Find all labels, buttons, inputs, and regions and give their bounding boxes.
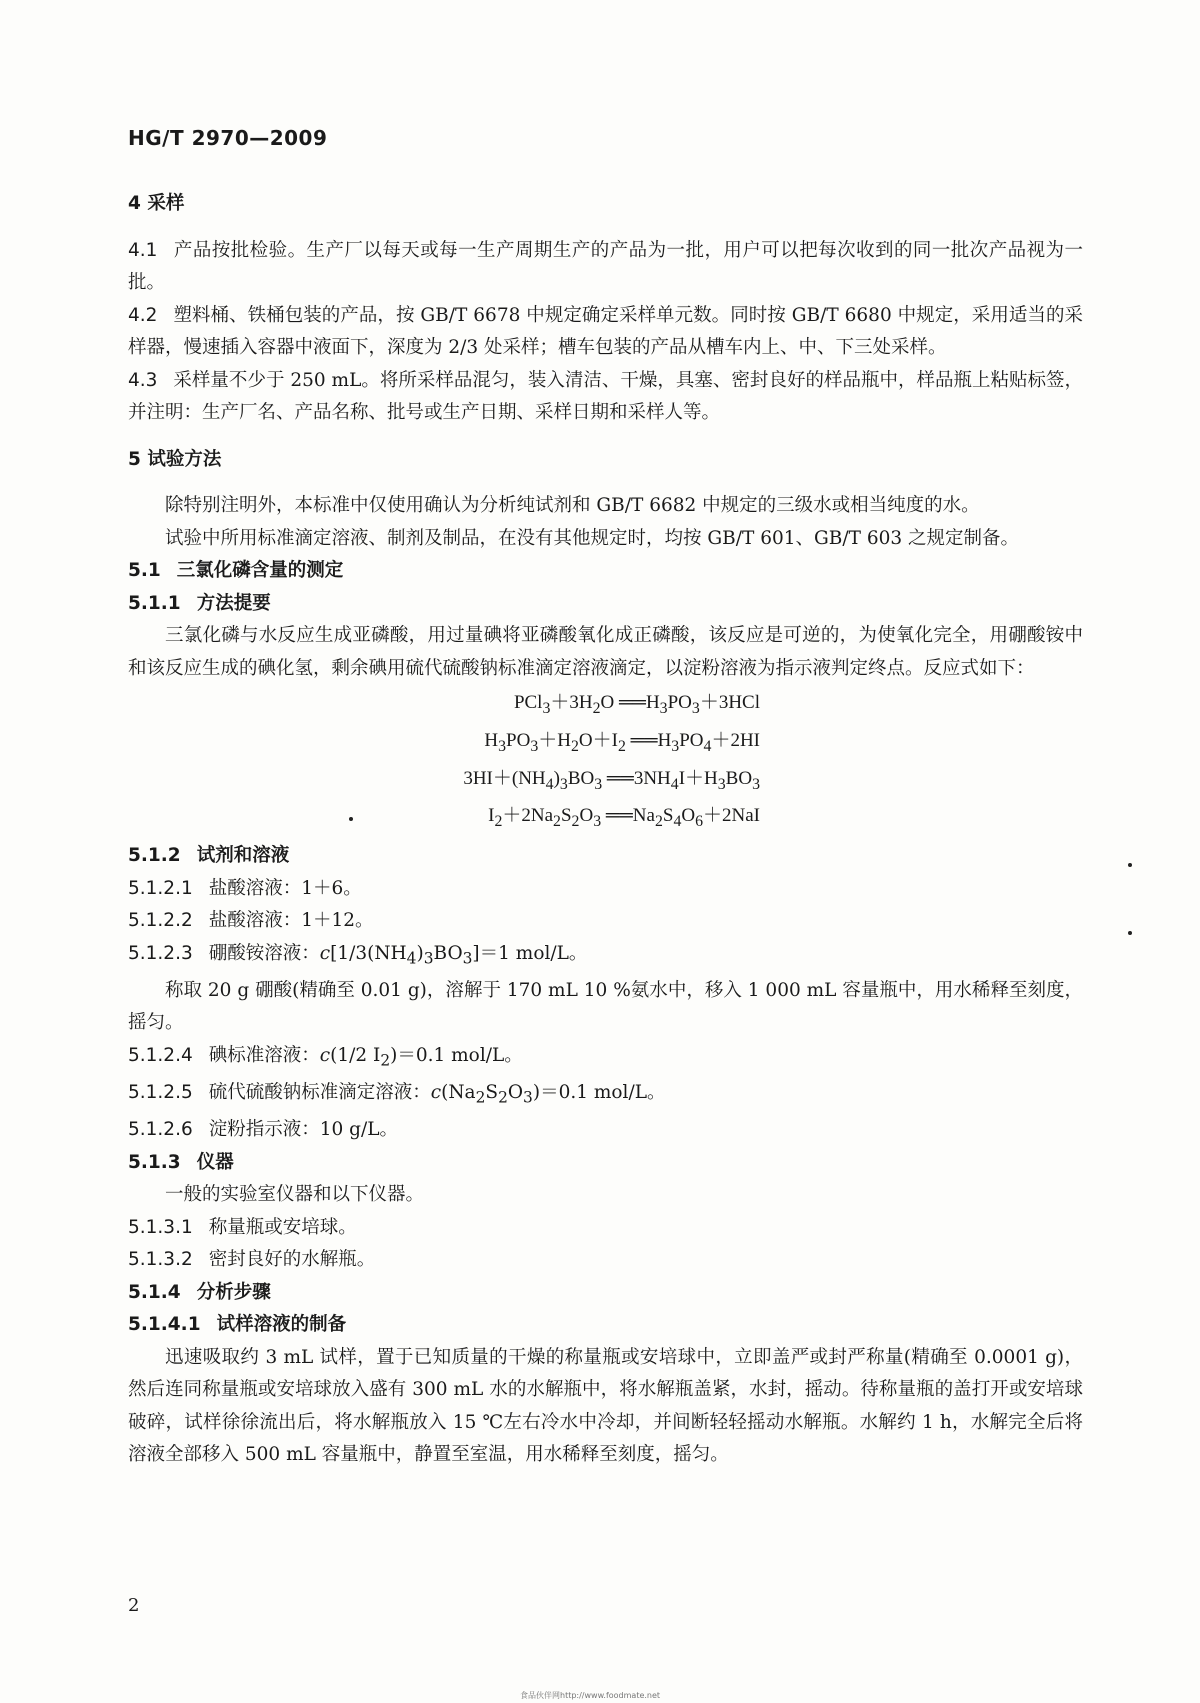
method-summary: 三氯化磷与水反应生成亚磷酸，用过量碘将亚磷酸氧化成正磷酸，该反应是可逆的，为使氧化完全，用硼酸铵中和该反应生成的碘化氢，剩余碘用硫代硫酸钠标准滴定溶液滴定，以淀粉溶液为指示液判定终点。反应式如下： [128, 625, 1083, 679]
scan-speck [1128, 863, 1132, 867]
clause-5-1-1-heading: 5.1.1 方法提要 [128, 592, 271, 614]
clause-5-1-3-1: 5.1.3.1 称量瓶或安培球。 [128, 1216, 357, 1238]
section-5-intro-1: 除特别注明外，本标准中仅使用确认为分析纯试剂和 GB/T 6682 中规定的三级水或相当纯度的水。 [165, 495, 980, 516]
clause-5-1-heading: 5.1 三氯化磷含量的测定 [128, 560, 344, 581]
clause-4-1: 4.1 产品按批检验。生产厂以每天或每一生产周期生产的产品为一批，用户可以把每次收到的同一批次产品视为一批。 [128, 239, 1083, 293]
clause-5-1-2-6: 5.1.2.6 淀粉指示液：10 g/L。 [128, 1119, 399, 1141]
reaction-equations [128, 687, 1083, 838]
section-5-title: 5 试验方法 [128, 448, 222, 470]
clause-5-1-4-heading: 5.1.4 分析步骤 [128, 1281, 271, 1303]
equation-4: $I_2+2Na_2S_2O_3$ $══Na_2S_4O_6+2NaI$ [488, 805, 760, 831]
section-5-intro-2: 试验中所用标准滴定溶液、制剂及制品，在没有其他规定时，均按 GB/T 601、GB/T 603 之规定制备。 [165, 527, 1020, 549]
page-number: 2 [128, 1595, 140, 1616]
sample-preparation-text: 迅速吸取约 3 mL 试样，置于已知质量的干燥的称量瓶或安培球中，立即盖严或封严称量(精确至 0.0001 g)，然后连同称量瓶或安培球放入盛有 300 mL 水的水解瓶中，将水解瓶盖紧，水封，摇动。待称量瓶的盖打开或安培球破碎，试样徐徐流出后，将水解瓶放入 15 ℃左右冷水中冷却，并间断轻轻摇动水解瓶。水解约 1 h，水解完全后将溶液全部移入 500 mL 容量瓶中，静置至室温，用水稀释至刻度，摇匀。 [128, 1346, 1083, 1466]
scan-speck [349, 817, 353, 821]
instruments-intro: 一般的实验室仪器和以下仪器。 [165, 1184, 425, 1206]
clause-5-1-2-5: 5.1.2.5 硫代硫酸钠标准滴定溶液：$c(Na_2S_2O_3)=0.1$ mol/L。 [128, 1082, 666, 1107]
clause-5-1-3-heading: 5.1.3 仪器 [128, 1151, 234, 1173]
clause-5-1-2-1: 5.1.2.1 盐酸溶液：1＋6。 [128, 877, 362, 899]
clause-5-1-4-1-heading: 5.1.4.1 试样溶液的制备 [128, 1314, 347, 1336]
footer-watermark: 食品伙伴网http://www.foodmate.net [520, 1691, 661, 1700]
clause-4-2: 4.2 塑料桶、铁桶包装的产品，按 GB/T 6678 中规定确定采样单元数。同时按 GB/T 6680 中规定，采用适当的采样器，慢速插入容器中液面下，深度为 2/3 处采样；槽车包装的产品从槽车内上、中、下三处采样。 [128, 304, 1083, 358]
clause-5-1-2-heading: 5.1.2 试剂和溶液 [128, 845, 290, 867]
borate-preparation: 称取 20 g 硼酸(精确至 0.01 g)，溶解于 170 mL 10 %氨水中，移入 1 000 mL 容量瓶中，用水稀释至刻度，摇匀。 [128, 979, 1083, 1034]
clause-4-3: 4.3 采样量不少于 250 mL。将所采样品混匀，装入清洁、干燥，具塞、密封良好的样品瓶中，样品瓶上粘贴标签，并注明：生产厂名、产品名称、批号或生产日期、采样日期和采样人等。 [128, 369, 1083, 423]
section-4-title: 4 采样 [128, 193, 185, 214]
equation-2: $H_3PO_3+H_2O+I_2$ $══H_3PO_4+2HI$ [484, 729, 760, 755]
document-body [128, 188, 1083, 1472]
clause-5-1-2-2: 5.1.2.2 盐酸溶液：1＋12。 [128, 910, 374, 932]
clause-5-1-3-2: 5.1.3.2 密封良好的水解瓶。 [128, 1249, 376, 1271]
clause-5-1-2-4: 5.1.2.4 碘标准溶液：c(1/2 $I_2)=0.1$ mol/L。 [128, 1044, 523, 1070]
clause-5-1-2-3: 5.1.2.3 硼酸铵溶液：$c[1/3(NH_4)_3BO_3]=1$ mol/L。 [128, 942, 588, 968]
equation-3: $3HI+(NH_4)_3BO_3$ $══3NH_4I+H_3BO_3$ [463, 767, 760, 793]
equation-1: $PCl_3+3H_2O$ $══H_3PO_3+3HCl$ [513, 692, 760, 717]
standard-number: HG/T 2970—2009 [128, 126, 328, 150]
scan-speck [1128, 931, 1132, 935]
